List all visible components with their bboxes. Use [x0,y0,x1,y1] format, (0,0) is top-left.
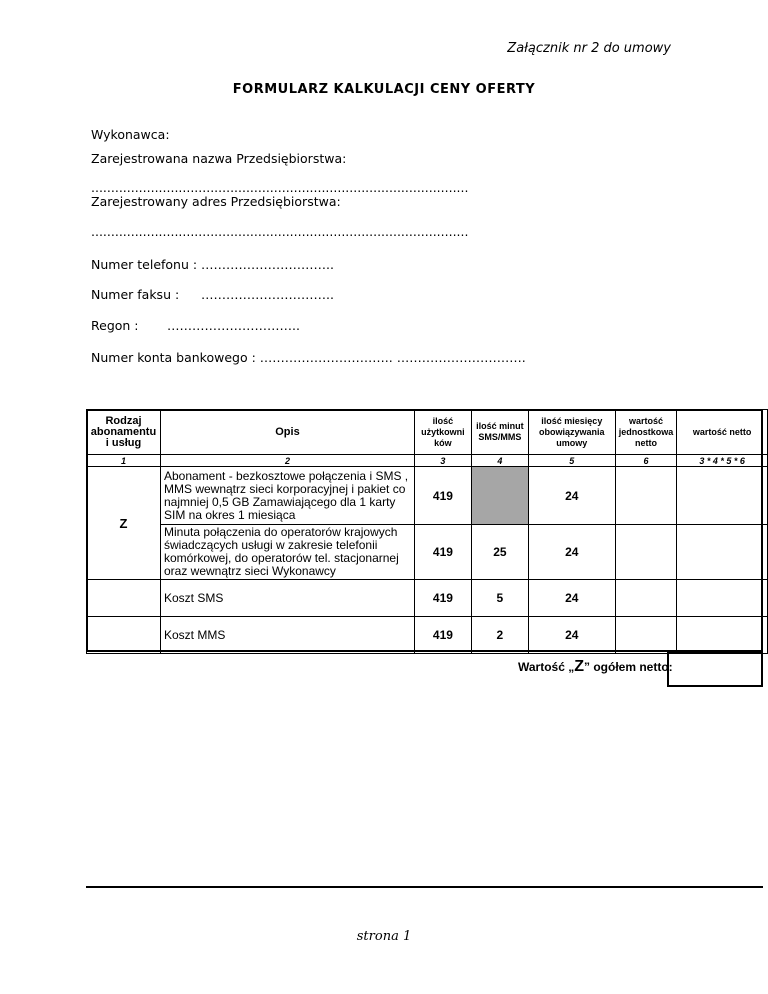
reg-name-label: Zarejestrowana nazwa Przedsiębiorstwa: [91,151,347,166]
reg-address-field[interactable]: ............................................................................................... [91,224,469,239]
regon-row [91,318,300,333]
row-unit-value-cell[interactable] [615,525,677,580]
header-type: Rodzaj abonamentu i usług [87,410,161,455]
phone-field[interactable]: ………………………….. [201,257,334,272]
column-number: 3 * 4 * 5 * 6 [677,455,768,467]
header-minutes: ilość minut SMS/MMS [471,410,528,455]
phone-row [91,257,334,272]
regon-field[interactable]: ………………………….. [167,318,300,333]
row-net-value-cell[interactable] [677,617,768,654]
fax-row [91,287,334,302]
calculation-table [86,409,768,654]
row-users: 419 [414,580,471,617]
annex-reference: Załącznik nr 2 do umowy [507,41,671,56]
header-users: ilość użytkowni ków [414,410,471,455]
regon-label: Regon : [91,318,139,333]
table-row [87,617,768,654]
row-months: 24 [528,580,615,617]
row-minutes-disabled [471,467,528,525]
row-minutes: 25 [471,525,528,580]
row-users: 419 [414,525,471,580]
row-description: Abonament - bezkosztowe połączenia i SMS , MMS wewnątrz sieci korporacyjnej i pakiet co najmniej 0,5 GB Zamawiającego dla 1 karty SIM na okres 1 miesiąca [160,467,414,525]
row-net-value-cell[interactable] [677,525,768,580]
account-label: Numer konta bankowego : [91,350,256,365]
table-row [87,580,768,617]
empty-cell [87,617,161,654]
fax-field[interactable]: ………………………….. [201,287,334,302]
header-net-value: wartość netto [677,410,768,455]
row-months: 24 [528,617,615,654]
page-title: FORMULARZ KALKULACJI CENY OFERTY [232,82,536,97]
footer-divider [86,886,763,888]
page-number: strona 1 [356,929,412,944]
total-prefix: Wartość „ [518,660,575,674]
row-description: Koszt SMS [160,580,414,617]
reg-address-label: Zarejestrowany adres Przedsiębiorstwa: [91,194,341,209]
column-number: 4 [471,455,528,467]
contractor-label: Wykonawca: [91,127,170,142]
header-months: ilość miesięcy obowiązywania umowy [528,410,615,455]
group-label: Z [87,467,161,580]
row-description: Minuta połączenia do operatorów krajowych świadczących usługi w zakresie telefonii komórkowej, do operatorów tel. stacjonarnej oraz wewnątrz sieci Wykonawcy [160,525,414,580]
row-minutes: 2 [471,617,528,654]
table-row [87,525,768,580]
column-number: 1 [87,455,161,467]
total-value-field[interactable] [667,652,763,687]
row-unit-value-cell[interactable] [615,467,677,525]
header-description: Opis [160,410,414,455]
table-header-row [87,410,768,455]
row-net-value-cell[interactable] [677,467,768,525]
column-number: 2 [160,455,414,467]
row-description: Koszt MMS [160,617,414,654]
row-unit-value-cell[interactable] [615,580,677,617]
column-number: 3 [414,455,471,467]
row-net-value-cell[interactable] [677,580,768,617]
column-number: 5 [528,455,615,467]
empty-cell [87,580,161,617]
total-label [518,658,673,676]
row-unit-value-cell[interactable] [615,617,677,654]
header-unit-value: wartość jednostkowa netto [615,410,677,455]
row-users: 419 [414,617,471,654]
fax-label: Numer faksu : [91,287,180,302]
total-letter: Z [574,658,585,675]
total-suffix: ” ogółem netto: [584,660,673,674]
reg-name-field[interactable]: ............................................................................................... [91,180,469,195]
account-row [91,350,526,365]
column-number-row [87,455,768,467]
account-field[interactable]: ………………………….. …………………………. [259,350,526,365]
table-row [87,467,768,525]
column-number: 6 [615,455,677,467]
row-months: 24 [528,467,615,525]
phone-label: Numer telefonu : [91,257,198,272]
row-minutes: 5 [471,580,528,617]
row-users: 419 [414,467,471,525]
row-months: 24 [528,525,615,580]
